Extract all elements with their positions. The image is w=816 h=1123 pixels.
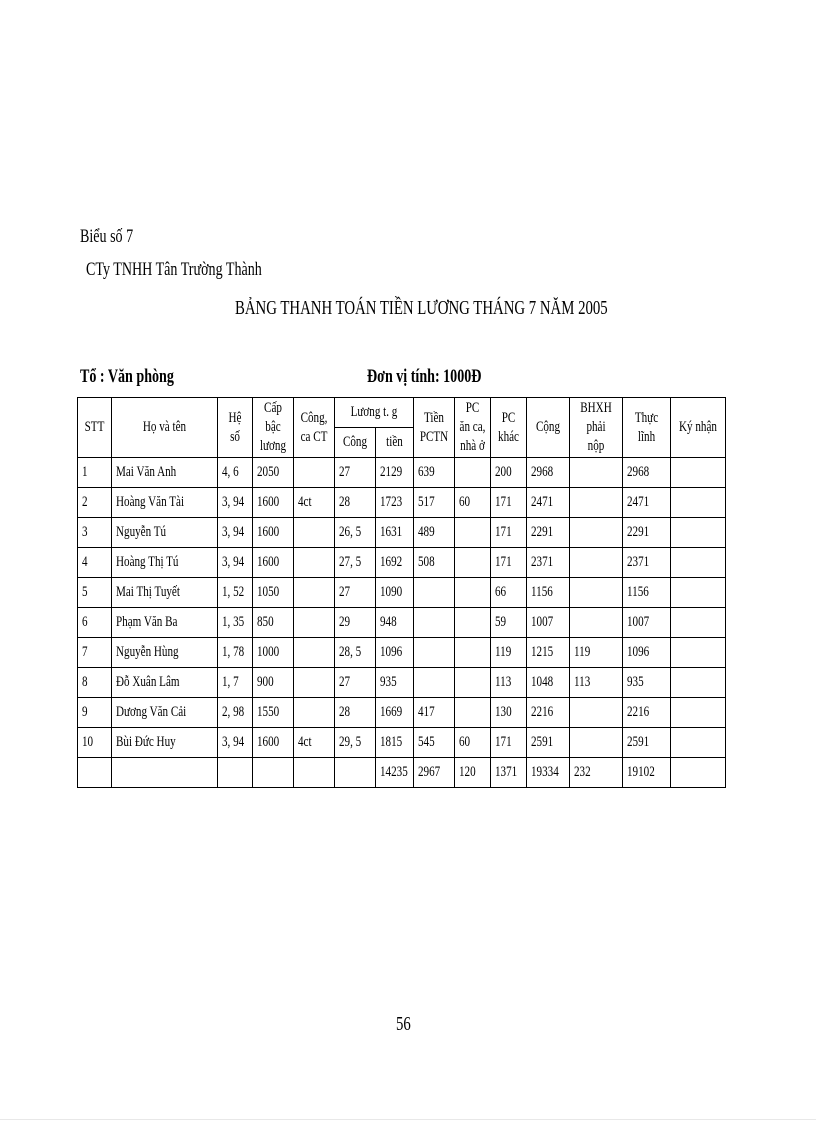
cell-time-wage: 1669 xyxy=(376,698,414,728)
cell-net-pay: 2471 xyxy=(623,488,671,518)
cell-shift xyxy=(294,638,335,668)
cell-grade: 1600 xyxy=(253,518,294,548)
cell-days: 26, 5 xyxy=(335,518,376,548)
cell-signature xyxy=(671,668,726,698)
cell-coefficient: 3, 94 xyxy=(218,518,253,548)
cell-pctn xyxy=(414,668,455,698)
cell-time-wage: 1631 xyxy=(376,518,414,548)
cell-other-allowance: 119 xyxy=(491,638,527,668)
cell-meal-allowance: 120 xyxy=(455,758,491,788)
cell-total: 2968 xyxy=(527,458,570,488)
cell-time-wage: 948 xyxy=(376,608,414,638)
cell-net-pay: 2371 xyxy=(623,548,671,578)
header-stt: STT xyxy=(78,398,112,458)
cell-meal-allowance xyxy=(455,578,491,608)
header-shift: Công, ca CT xyxy=(294,398,335,458)
cell-time-wage: 1815 xyxy=(376,728,414,758)
cell-pctn xyxy=(414,608,455,638)
cell-coefficient: 1, 35 xyxy=(218,608,253,638)
cell-name: Phạm Văn Ba xyxy=(112,608,218,638)
cell-total: 1156 xyxy=(527,578,570,608)
cell-net-pay: 2216 xyxy=(623,698,671,728)
cell-net-pay: 935 xyxy=(623,668,671,698)
document-title: BẢNG THANH TOÁN TIỀN LƯƠNG THÁNG 7 NĂM 2005 xyxy=(235,297,608,319)
header-net-pay: Thực lĩnh xyxy=(623,398,671,458)
cell-insurance xyxy=(570,458,623,488)
cell-signature xyxy=(671,518,726,548)
cell-name: Dương Văn Cải xyxy=(112,698,218,728)
cell-signature xyxy=(671,758,726,788)
cell-days: 28 xyxy=(335,488,376,518)
cell-shift xyxy=(294,758,335,788)
cell-pctn: 639 xyxy=(414,458,455,488)
cell-time-wage: 14235 xyxy=(376,758,414,788)
cell-days: 29, 5 xyxy=(335,728,376,758)
cell-time-wage: 1692 xyxy=(376,548,414,578)
cell-pctn: 545 xyxy=(414,728,455,758)
cell-stt: 5 xyxy=(78,578,112,608)
cell-pctn: 489 xyxy=(414,518,455,548)
cell-insurance: 119 xyxy=(570,638,623,668)
cell-stt: 3 xyxy=(78,518,112,548)
cell-time-wage: 935 xyxy=(376,668,414,698)
table-row xyxy=(78,548,726,578)
header-time-wage-days: Công xyxy=(335,428,376,458)
cell-other-allowance: 171 xyxy=(491,548,527,578)
cell-name xyxy=(112,758,218,788)
cell-coefficient: 3, 94 xyxy=(218,488,253,518)
cell-time-wage: 2129 xyxy=(376,458,414,488)
cell-stt: 9 xyxy=(78,698,112,728)
cell-insurance xyxy=(570,578,623,608)
cell-stt: 4 xyxy=(78,548,112,578)
header-insurance: BHXH phải nộp xyxy=(570,398,623,458)
header-signature: Ký nhận xyxy=(671,398,726,458)
cell-grade: 1050 xyxy=(253,578,294,608)
cell-stt: 2 xyxy=(78,488,112,518)
cell-grade: 900 xyxy=(253,668,294,698)
cell-stt: 1 xyxy=(78,458,112,488)
header-name: Họ và tên xyxy=(112,398,218,458)
cell-days xyxy=(335,758,376,788)
cell-total: 2471 xyxy=(527,488,570,518)
cell-stt: 7 xyxy=(78,638,112,668)
cell-shift: 4ct xyxy=(294,728,335,758)
cell-signature xyxy=(671,608,726,638)
cell-coefficient: 1, 52 xyxy=(218,578,253,608)
cell-coefficient xyxy=(218,758,253,788)
cell-signature xyxy=(671,488,726,518)
cell-stt: 6 xyxy=(78,608,112,638)
cell-days: 27 xyxy=(335,578,376,608)
cell-total: 2591 xyxy=(527,728,570,758)
cell-other-allowance: 200 xyxy=(491,458,527,488)
table-row xyxy=(78,578,726,608)
cell-meal-allowance xyxy=(455,668,491,698)
cell-grade: 1600 xyxy=(253,728,294,758)
company-name: CTy TNHH Tân Trường Thành xyxy=(86,259,262,280)
cell-grade: 1600 xyxy=(253,548,294,578)
header-grade: Cấp bậc lương xyxy=(253,398,294,458)
cell-shift xyxy=(294,698,335,728)
cell-time-wage: 1090 xyxy=(376,578,414,608)
cell-pctn xyxy=(414,638,455,668)
cell-days: 27 xyxy=(335,458,376,488)
cell-total: 1215 xyxy=(527,638,570,668)
cell-coefficient: 1, 7 xyxy=(218,668,253,698)
cell-shift: 4ct xyxy=(294,488,335,518)
cell-net-pay: 1096 xyxy=(623,638,671,668)
table-row xyxy=(78,608,726,638)
totals-row xyxy=(78,758,726,788)
cell-signature xyxy=(671,458,726,488)
cell-time-wage: 1723 xyxy=(376,488,414,518)
cell-coefficient: 3, 94 xyxy=(218,728,253,758)
cell-meal-allowance xyxy=(455,698,491,728)
cell-shift xyxy=(294,518,335,548)
page-number: 56 xyxy=(396,1013,411,1035)
cell-grade: 1550 xyxy=(253,698,294,728)
cell-meal-allowance xyxy=(455,518,491,548)
cell-time-wage: 1096 xyxy=(376,638,414,668)
cell-insurance xyxy=(570,518,623,548)
cell-net-pay: 1156 xyxy=(623,578,671,608)
cell-meal-allowance: 60 xyxy=(455,488,491,518)
unit-label: Đơn vị tính: 1000Đ xyxy=(367,366,482,387)
cell-meal-allowance xyxy=(455,548,491,578)
cell-signature xyxy=(671,548,726,578)
payroll-table xyxy=(77,397,726,788)
cell-insurance: 113 xyxy=(570,668,623,698)
cell-pctn xyxy=(414,578,455,608)
cell-insurance xyxy=(570,488,623,518)
table-row xyxy=(78,518,726,548)
cell-coefficient: 3, 94 xyxy=(218,548,253,578)
header-time-wage-amount: tiền xyxy=(376,428,414,458)
cell-days: 28 xyxy=(335,698,376,728)
header-time-wage: Lương t. g xyxy=(335,398,414,428)
cell-signature xyxy=(671,698,726,728)
cell-net-pay: 2291 xyxy=(623,518,671,548)
cell-signature xyxy=(671,728,726,758)
cell-shift xyxy=(294,458,335,488)
cell-grade: 1000 xyxy=(253,638,294,668)
cell-name: Hoàng Thị Tú xyxy=(112,548,218,578)
cell-other-allowance: 66 xyxy=(491,578,527,608)
cell-days: 27, 5 xyxy=(335,548,376,578)
cell-other-allowance: 171 xyxy=(491,518,527,548)
cell-name: Bùi Đức Huy xyxy=(112,728,218,758)
cell-total: 2371 xyxy=(527,548,570,578)
cell-stt: 8 xyxy=(78,668,112,698)
form-label: Biểu số 7 xyxy=(80,226,134,247)
table-row xyxy=(78,488,726,518)
cell-name: Mai Văn Anh xyxy=(112,458,218,488)
table-row xyxy=(78,458,726,488)
cell-net-pay: 2591 xyxy=(623,728,671,758)
cell-pctn: 517 xyxy=(414,488,455,518)
table-row xyxy=(78,728,726,758)
cell-insurance xyxy=(570,728,623,758)
header-total: Cộng xyxy=(527,398,570,458)
cell-net-pay: 1007 xyxy=(623,608,671,638)
cell-shift xyxy=(294,578,335,608)
cell-insurance xyxy=(570,608,623,638)
table-row xyxy=(78,698,726,728)
header-other-allowance: PC khác xyxy=(491,398,527,458)
cell-shift xyxy=(294,668,335,698)
cell-meal-allowance xyxy=(455,608,491,638)
cell-other-allowance: 59 xyxy=(491,608,527,638)
cell-grade: 2050 xyxy=(253,458,294,488)
table-row xyxy=(78,638,726,668)
cell-other-allowance: 171 xyxy=(491,488,527,518)
cell-signature xyxy=(671,578,726,608)
cell-name: Đỗ Xuân Lâm xyxy=(112,668,218,698)
cell-coefficient: 4, 6 xyxy=(218,458,253,488)
cell-name: Mai Thị Tuyết xyxy=(112,578,218,608)
cell-shift xyxy=(294,548,335,578)
cell-total: 2216 xyxy=(527,698,570,728)
cell-grade xyxy=(253,758,294,788)
table-row xyxy=(78,668,726,698)
cell-meal-allowance xyxy=(455,638,491,668)
cell-grade: 850 xyxy=(253,608,294,638)
cell-name: Nguyễn Hùng xyxy=(112,638,218,668)
cell-name: Nguyễn Tú xyxy=(112,518,218,548)
cell-insurance xyxy=(570,698,623,728)
cell-grade: 1600 xyxy=(253,488,294,518)
cell-shift xyxy=(294,608,335,638)
cell-insurance: 232 xyxy=(570,758,623,788)
cell-meal-allowance: 60 xyxy=(455,728,491,758)
header-pctn: Tiền PCTN xyxy=(414,398,455,458)
page-bottom-divider xyxy=(0,1119,816,1120)
table-header xyxy=(78,398,726,458)
header-meal-allowance: PC ăn ca, nhà ở xyxy=(455,398,491,458)
cell-total: 1007 xyxy=(527,608,570,638)
table-body xyxy=(78,458,726,788)
cell-meal-allowance xyxy=(455,458,491,488)
cell-name: Hoàng Văn Tài xyxy=(112,488,218,518)
cell-days: 27 xyxy=(335,668,376,698)
cell-pctn: 417 xyxy=(414,698,455,728)
cell-coefficient: 2, 98 xyxy=(218,698,253,728)
cell-days: 28, 5 xyxy=(335,638,376,668)
cell-total: 1048 xyxy=(527,668,570,698)
cell-stt: 10 xyxy=(78,728,112,758)
cell-coefficient: 1, 78 xyxy=(218,638,253,668)
cell-net-pay: 2968 xyxy=(623,458,671,488)
cell-pctn: 2967 xyxy=(414,758,455,788)
cell-insurance xyxy=(570,548,623,578)
header-coefficient: Hệ số xyxy=(218,398,253,458)
cell-net-pay: 19102 xyxy=(623,758,671,788)
cell-other-allowance: 113 xyxy=(491,668,527,698)
cell-pctn: 508 xyxy=(414,548,455,578)
cell-other-allowance: 171 xyxy=(491,728,527,758)
team-label: Tổ : Văn phòng xyxy=(80,366,174,387)
cell-other-allowance: 130 xyxy=(491,698,527,728)
cell-total: 19334 xyxy=(527,758,570,788)
cell-other-allowance: 1371 xyxy=(491,758,527,788)
cell-signature xyxy=(671,638,726,668)
cell-total: 2291 xyxy=(527,518,570,548)
cell-days: 29 xyxy=(335,608,376,638)
cell-stt xyxy=(78,758,112,788)
